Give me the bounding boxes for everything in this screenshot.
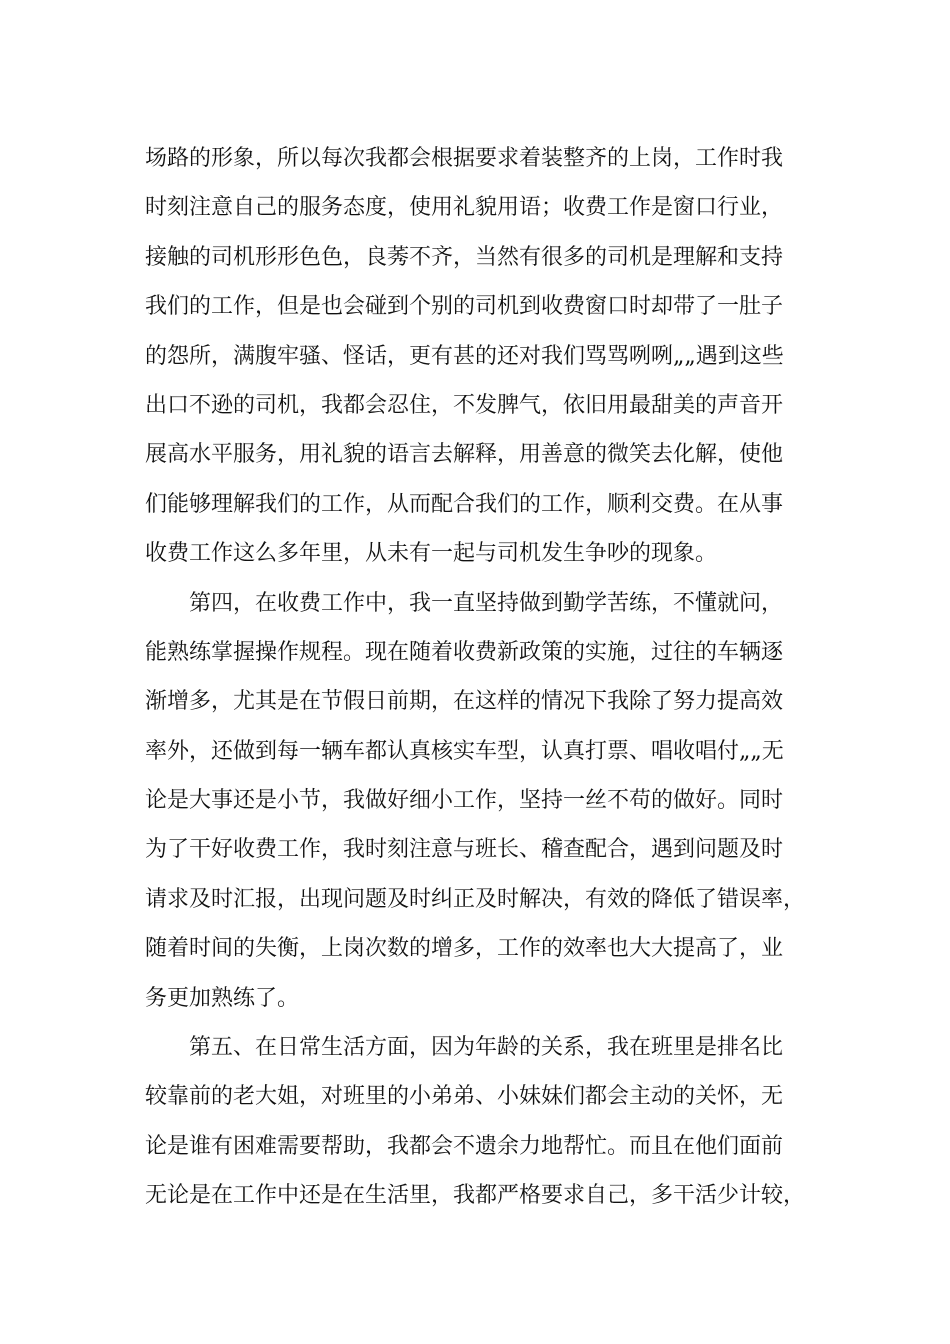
text-line: 出口不逊的司机，我都会忍住，不发脾气，依旧用最甜美的声音开 [145,392,784,418]
text-line: 展高水平服务，用礼貌的语言去解释，用善意的微笑去化解，使他 [145,442,784,468]
text-line: 时刻注意自己的服务态度，使用礼貌用语；收费工作是窗口行业， [145,195,784,221]
paragraph-3 [145,1023,825,1221]
text-line: 较靠前的老大姐，对班里的小弟弟、小妹妹们都会主动的关怀，无 [145,1084,784,1110]
text-line: 能熟练掌握操作规程。现在随着收费新政策的实施，过往的车辆逐 [145,639,784,665]
text-line: 随着时间的失衡，上岗次数的增多，工作的效率也大大提高了，业 [145,936,784,962]
text-line: 务更加熟练了。 [145,985,300,1011]
text-line: 无论是在工作中还是在生活里，我都严格要求自己，多干活少计较， [145,1183,806,1209]
text-line: 渐增多，尤其是在节假日前期，在这样的情况下我除了努力提高效 [145,689,784,715]
text-line: 接触的司机形形色色，良莠不齐，当然有很多的司机是理解和支持 [145,244,784,270]
document-body [145,134,825,1221]
text-line: 们能够理解我们的工作，从而配合我们的工作，顺利交费。在从事 [145,491,784,517]
text-line: 收费工作这么多年里，从未有一起与司机发生争吵的现象。 [145,541,718,567]
text-line: 为了干好收费工作，我时刻注意与班长、稽查配合，遇到问题及时 [145,837,784,863]
text-line: 第五、在日常生活方面，因为年龄的关系，我在班里是排名比 [189,1035,784,1061]
text-line: 场路的形象，所以每次我都会根据要求着装整齐的上岗，工作时我 [145,146,784,171]
text-line: 论是谁有困难需要帮助，我都会不遗余力地帮忙。而且在他们面前 [145,1133,784,1159]
text-line: 请求及时汇报，出现问题及时纠正及时解决，有效的降低了错误率， [145,886,806,912]
paragraph-1 [145,134,825,579]
text-line: 论是大事还是小节，我做好细小工作，坚持一丝不苟的做好。同时 [145,788,784,814]
text-line: 第四，在收费工作中，我一直坚持做到勤学苦练，不懂就问， [189,590,784,616]
text-line: 率外，还做到每一辆车都认真核实车型，认真打票、唱收唱付„„无 [145,738,784,764]
text-line: 我们的工作，但是也会碰到个别的司机到收费窗口时却带了一肚子 [145,294,784,320]
text-line: 的怨所，满腹牢骚、怪话，更有甚的还对我们骂骂咧咧„„遇到这些 [145,343,784,369]
paragraph-2 [145,579,825,1024]
